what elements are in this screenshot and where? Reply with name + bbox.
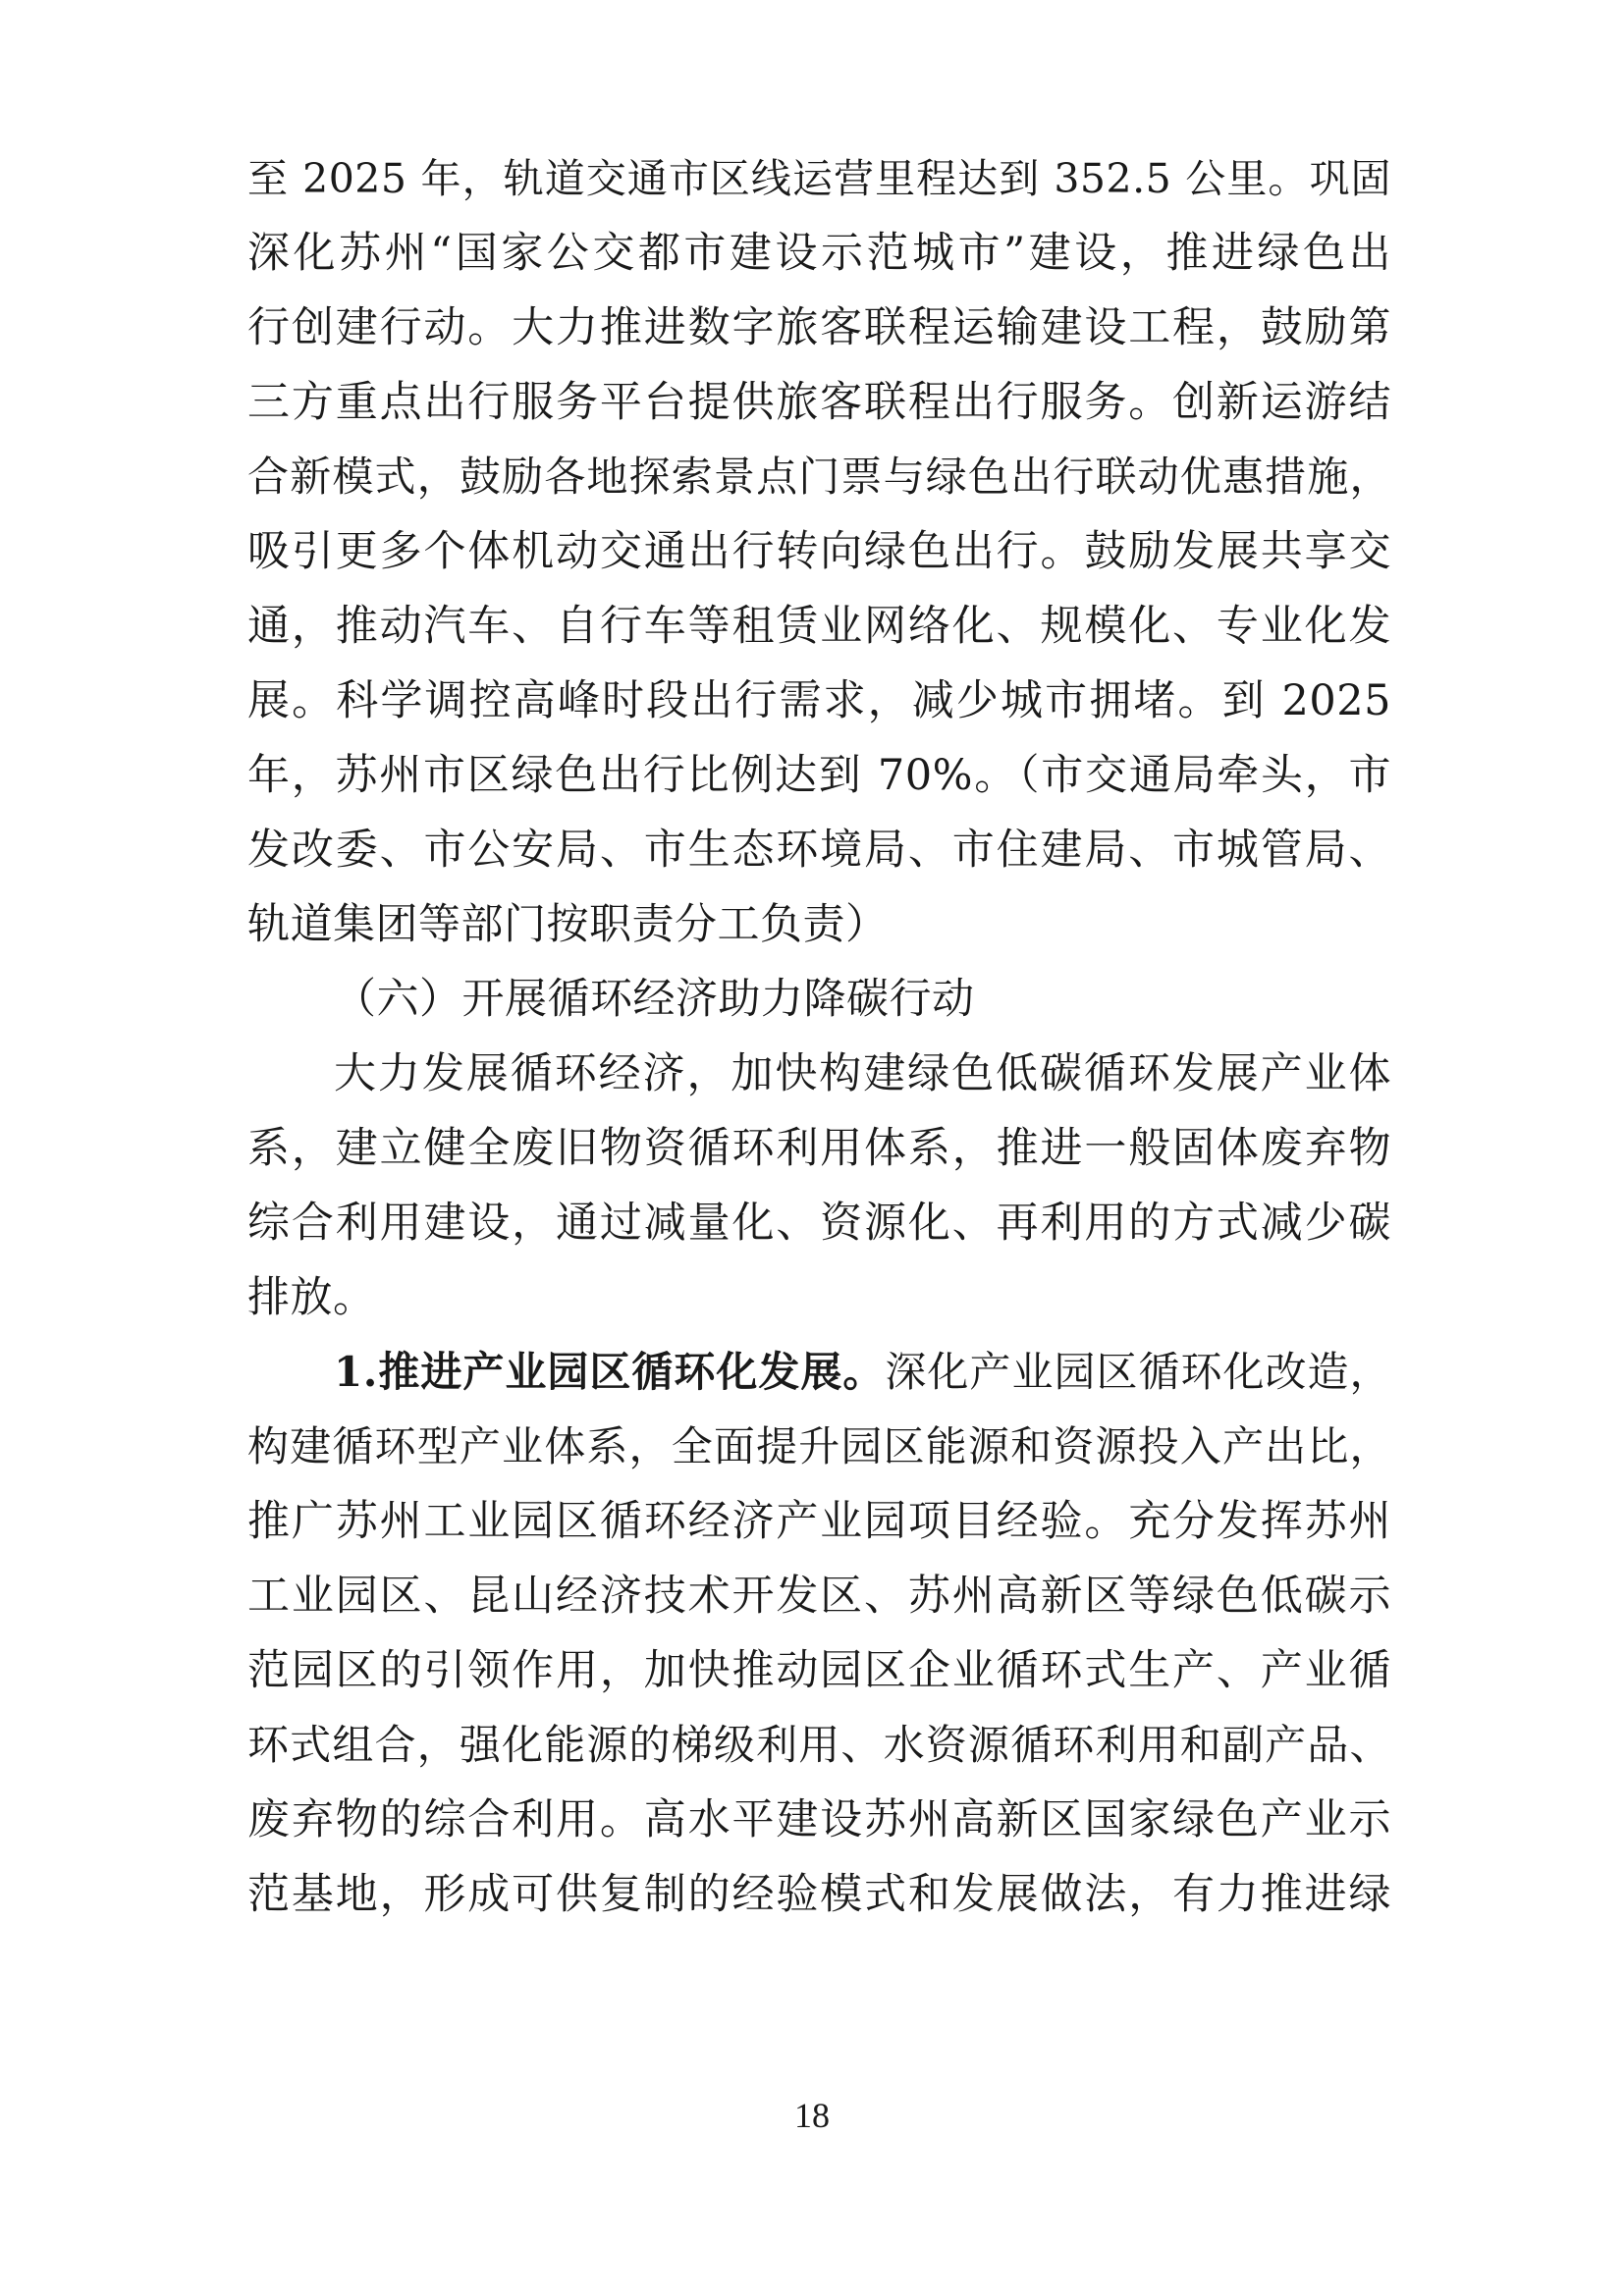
- body-line-11: 轨道集团等部门按职责分工负责）: [247, 900, 889, 949]
- body-line-15: 综合利用建设，通过减量化、资源化、再利用的方式减少碳: [247, 1199, 1391, 1248]
- body-line-8: 展。科学调控高峰时段出行需求，减少城市拥堵。到 2025: [247, 676, 1391, 725]
- body-line-6: 吸引更多个体机动交通出行转向绿色出行。鼓励发展共享交: [247, 527, 1391, 576]
- body-line-19: 推广苏州工业园区循环经济产业园项目经验。充分发挥苏州: [247, 1497, 1391, 1546]
- body-line-18: 构建循环型产业体系，全面提升园区能源和资源投入产出比，: [247, 1422, 1391, 1470]
- subsection-heading: 1.推进产业园区循环化发展。: [334, 1348, 886, 1396]
- body-line-22: 环式组合，强化能源的梯级利用、水资源循环利用和副产品、: [247, 1721, 1391, 1769]
- body-line-7: 通，推动汽车、自行车等租赁业网络化、规模化、专业化发: [247, 602, 1391, 651]
- body-line-23: 废弃物的综合利用。高水平建设苏州高新区国家绿色产业示: [247, 1795, 1391, 1844]
- body-line-10: 发改委、市公安局、市生态环境局、市住建局、市城管局、: [247, 826, 1391, 875]
- subsection-line: [334, 1343, 1391, 1402]
- body-line-16: 排放。: [247, 1273, 376, 1322]
- body-line-2: 深化苏州“国家公交都市建设示范城市”建设，推进绿色出: [247, 229, 1391, 278]
- body-line-9: 年，苏州市区绿色出行比例达到 70%。（市交通局牵头，市: [247, 751, 1391, 800]
- section-heading: （六）开展循环经济助力降碳行动: [334, 975, 975, 1024]
- page-number: 18: [794, 2096, 830, 2135]
- body-line-1: 至 2025 年，轨道交通市区线运营里程达到 352.5 公里。巩固: [247, 155, 1391, 202]
- body-line-5: 合新模式，鼓励各地探索景点门票与绿色出行联动优惠措施，: [247, 453, 1391, 501]
- body-line-20: 工业园区、昆山经济技术开发区、苏州高新区等绿色低碳示: [247, 1572, 1391, 1621]
- body-line-13: 大力发展循环经济，加快构建绿色低碳循环发展产业体: [334, 1049, 1391, 1098]
- body-line-21: 范园区的引领作用，加快推动园区企业循环式生产、产业循: [247, 1646, 1391, 1695]
- subsection-text: 深化产业园区循环化改造，: [885, 1348, 1391, 1396]
- body-line-3: 行创建行动。大力推进数字旅客联程运输建设工程，鼓励第: [247, 303, 1391, 352]
- body-line-24: 范基地，形成可供复制的经验模式和发展做法，有力推进绿: [247, 1870, 1391, 1919]
- body-line-4: 三方重点出行服务平台提供旅客联程出行服务。创新运游结: [247, 378, 1391, 427]
- body-line-14: 系，建立健全废旧物资循环利用体系，推进一般固体废弃物: [247, 1124, 1391, 1173]
